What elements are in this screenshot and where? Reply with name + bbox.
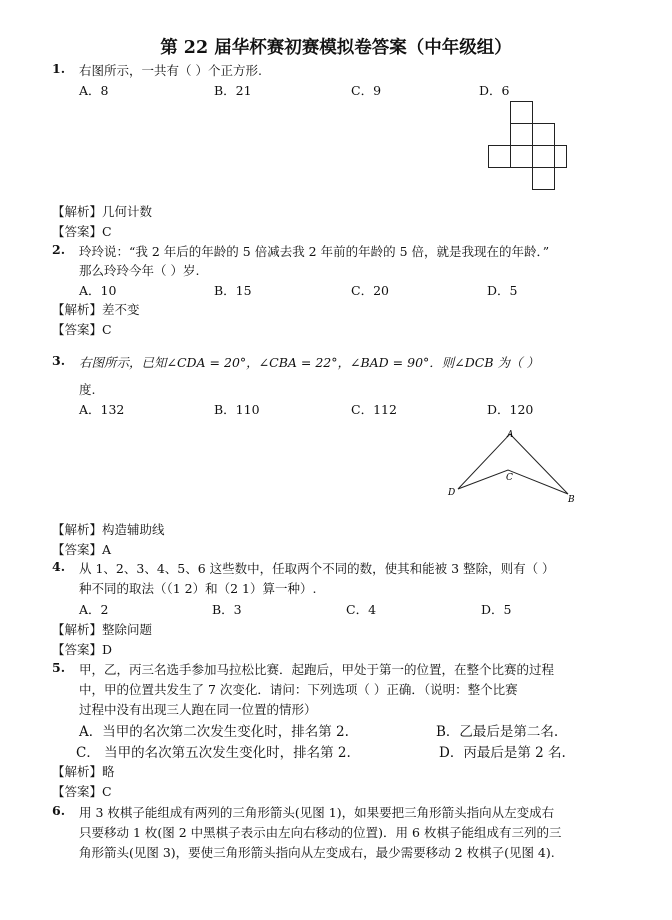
q2-option-b: B．15: [214, 283, 252, 298]
q3-option-c: C．112: [351, 402, 397, 417]
q4-option-c: C．4: [346, 602, 377, 617]
q5-option-b: B．乙最后是第二名.: [436, 724, 559, 740]
q6-number: 6.: [52, 803, 66, 818]
q5-answer: 【答案】C: [52, 784, 112, 799]
q4-number: 4.: [52, 559, 66, 574]
q5-analysis: 【解析】略: [52, 764, 115, 779]
q2-line-1: 玲玲说：“我 2 年后的年龄的 5 倍减去我 2 年前的年龄的 5 倍，就是我现在的年龄．”: [79, 244, 550, 259]
q5-line-1: 甲，乙，丙三名选手参加马拉松比赛．起跑后，甲处于第一的位置，在整个比赛的过程: [79, 662, 555, 677]
q1-analysis: 【解析】几何计数: [52, 204, 153, 219]
q5-number: 5.: [52, 660, 66, 675]
q4-option-b: B．3: [212, 602, 242, 617]
q3-option-a: A．132: [79, 402, 125, 417]
q3-line-1: 右图所示，已知∠CDA = 20°，∠CBA = 22°，∠BAD = 90°．则∠DCB 为（ ）: [79, 355, 539, 370]
q2-option-c: C．20: [351, 283, 389, 298]
q1-answer: 【答案】C: [52, 224, 112, 239]
page-title: 第 22 届华杯赛初赛模拟卷答案（中年级组）: [160, 38, 512, 58]
q4-option-d: D．5: [481, 602, 512, 617]
q3-answer: 【答案】A: [52, 542, 112, 557]
q1-option-a: A．8: [79, 83, 109, 98]
q3-label-b: B: [568, 495, 575, 505]
q1-option-c: C．9: [351, 83, 382, 98]
q5-option-a: A．当甲的名次第二次发生变化时，排名第 2.: [79, 724, 349, 740]
q6-line-1: 用 3 枚棋子能组成有两列的三角形箭头(见图 1)，如果要把三角形箭头指向从左变成右: [79, 805, 555, 820]
q4-line-2: 种不同的取法（（1 2）和（2 1）算一种）.: [79, 581, 317, 596]
q2-option-d: D．5: [487, 283, 518, 298]
q4-line-1: 从 1、2、3、4、5、6 这些数中，任取两个不同的数，使其和能被 3 整除，则有（ ）: [79, 561, 555, 576]
q4-analysis: 【解析】整除问题: [52, 622, 153, 637]
q5-option-c: C． 当甲的名次第五次发生变化时，排名第 2.: [76, 745, 351, 761]
q5-option-d: D．丙最后是第 2 名.: [439, 745, 566, 761]
q2-answer: 【答案】C: [52, 322, 112, 337]
q3-option-d: D．120: [487, 402, 534, 417]
q1-square-grid-figure: [488, 101, 568, 193]
q3-label-c: C: [506, 473, 513, 483]
q3-angle-figure: [440, 424, 580, 506]
q6-line-3: 角形箭头(见图 3)，要使三角形箭头指向从左变成右，最少需要移动 2 枚棋子(见图 4).: [79, 845, 555, 860]
q2-line-2: 那么玲玲今年（ ）岁.: [79, 263, 200, 278]
q3-label-d: D: [448, 488, 456, 498]
q3-option-b: B．110: [214, 402, 260, 417]
q1-stem: 右图所示，一共有（ ）个正方形.: [79, 63, 262, 78]
q3-label-a: A: [507, 430, 514, 440]
q1-option-b: B．21: [214, 83, 252, 98]
q1-number: 1.: [52, 61, 66, 76]
q2-number: 2.: [52, 242, 66, 257]
q2-analysis: 【解析】差不变: [52, 302, 140, 317]
q3-number: 3.: [52, 353, 66, 368]
q5-line-3: 过程中没有出现三人跑在同一位置的情形）: [79, 702, 317, 717]
q5-line-2: 中，甲的位置共发生了 7 次变化．请问：下列选项（ ）正确．（说明：整个比赛: [79, 682, 518, 697]
q4-option-a: A．2: [79, 602, 109, 617]
q4-answer: 【答案】D: [52, 642, 113, 657]
q6-line-2: 只要移动 1 枚(图 2 中黑棋子表示由左向右移动的位置)．用 6 枚棋子能组成有三列的三: [79, 825, 562, 840]
q2-option-a: A．10: [79, 283, 117, 298]
q3-analysis: 【解析】构造辅助线: [52, 522, 165, 537]
q1-option-d: D．6: [479, 83, 510, 98]
q3-line-2: 度.: [79, 382, 96, 397]
